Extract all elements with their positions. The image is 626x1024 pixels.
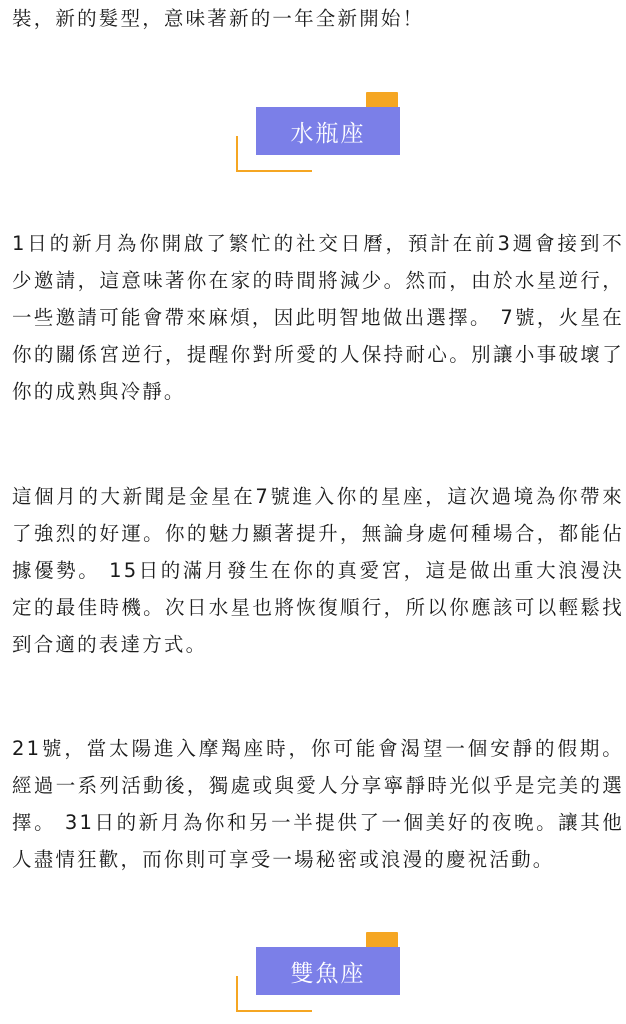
horoscope-paragraph-3: 21號，當太陽進入摩羯座時，你可能會渴望一個安靜的假期。經過一系列活動後，獨處或與愛人分享寧靜時光似乎是完美的選擇。 31日的新月為你和另一半提供了一個美好的夜晚。讓其他人盡情狂歡，而你則可享受一場秘密或浪漫的慶祝活動。 (12, 737, 624, 871)
corner-bracket-decoration (236, 136, 248, 172)
corner-bracket-decoration (236, 976, 248, 1012)
horoscope-paragraph-2: 這個月的大新聞是金星在7號進入你的星座，這次過境為你帶來了強烈的好運。你的魅力顯著提升，無論身處何種場合，都能佔據優勢。 15日的滿月發生在你的真愛宮，這是做出重大浪漫決定的最佳時機。次日水星也將恢復順行，所以你應該可以輕鬆找到合適的表達方式。 (12, 485, 624, 656)
zodiac-heading-label: 水瓶座 (256, 107, 400, 155)
zodiac-heading-aquarius (236, 92, 404, 174)
zodiac-heading-pisces (236, 932, 404, 1014)
horoscope-paragraph-1: 1日的新月為你開啟了繁忙的社交日曆，預計在前3週會接到不少邀請，這意味著你在家的時間將減少。然而，由於水星逆行，一些邀請可能會帶來麻煩，因此明智地做出選擇。 7號，火星在你的關係宮逆行，提醒你對所愛的人保持耐心。別讓小事破壞了你的成熟與冷靜。 (12, 232, 624, 403)
intro-paragraph-tail: 裝，新的髮型，意味著新的一年全新開始！ (12, 7, 425, 30)
zodiac-heading-label: 雙魚座 (256, 947, 400, 995)
